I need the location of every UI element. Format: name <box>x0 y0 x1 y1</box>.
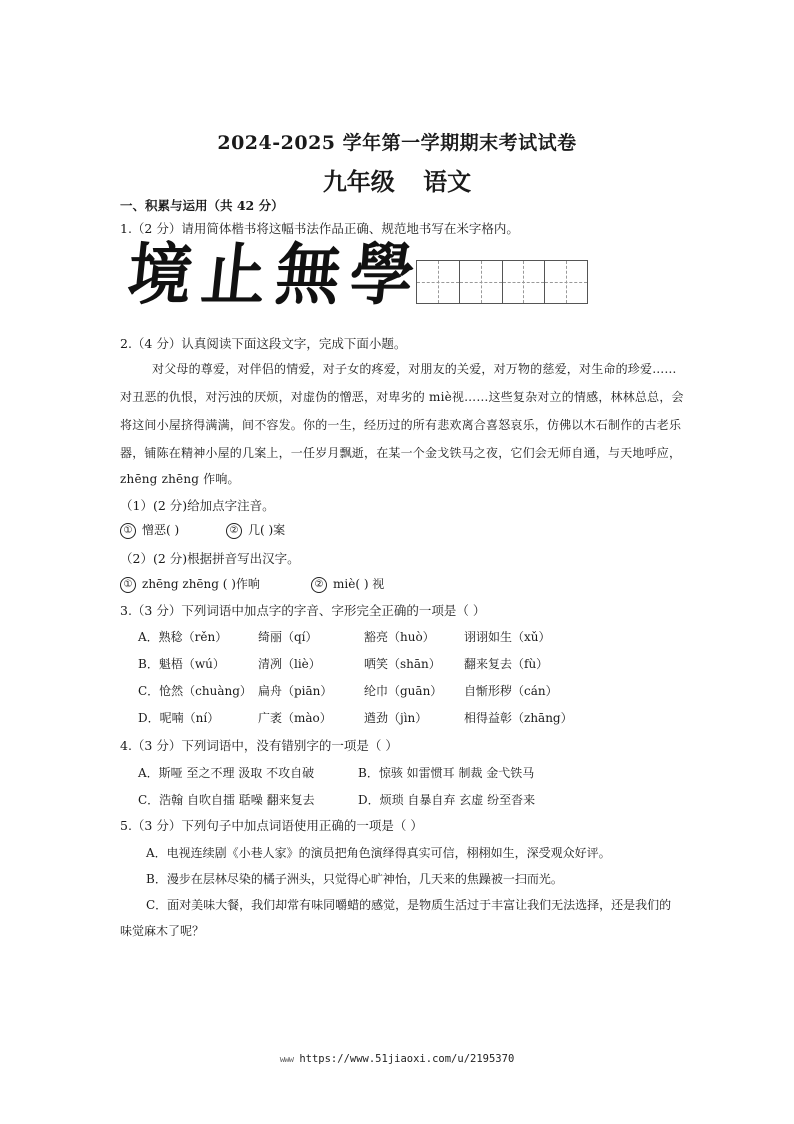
footer-url[interactable]: https://www.51jiaoxi.com/u/2195370 <box>299 1053 515 1065</box>
grid-cell[interactable] <box>503 261 546 303</box>
option-d-w3: 遒劲（jìn） <box>364 711 428 725</box>
question-5-prompt: 5.（3 分）下列句子中加点词语使用正确的一项是（ ） <box>120 818 423 833</box>
circled-number: ② <box>226 523 242 539</box>
option-d-w1: D．呢喃（ní） <box>138 711 220 725</box>
option-a-w3: 豁亮（huò） <box>364 630 435 644</box>
option-b-w2: 清冽（liè） <box>258 657 321 671</box>
item-text: zhēng zhēng ( )作响 <box>142 577 260 591</box>
subject-label: 语文 <box>423 167 472 196</box>
option-b-w3: 哂笑（shān） <box>364 657 441 671</box>
option-d-w4: 相得益彰（zhāng） <box>464 711 573 725</box>
option-b: B．漫步在层林尽染的橘子洲头，只觉得心旷神怡，几天来的焦躁被一扫而光。 <box>146 872 563 886</box>
question-4-prompt: 4.（3 分）下列词语中，没有错别字的一项是（ ） <box>120 738 398 753</box>
calligraphy-char: 境 <box>123 236 197 315</box>
footer-marks: www <box>279 1055 293 1065</box>
grid-cell[interactable] <box>545 261 587 303</box>
option-a: A．斯哑 至之不理 汲取 不攻自破 <box>138 766 315 780</box>
circled-number: ② <box>311 577 327 593</box>
calligraphy-artwork <box>123 236 419 316</box>
option-c: C．面对美味大餐，我们却常有味同嚼蜡的感觉，是物质生活过于丰富让我们无法选择，还是我们的 <box>146 898 672 912</box>
item-text: 几( )案 <box>248 523 286 537</box>
sub2-item-2 <box>311 575 384 593</box>
sub1-item-2 <box>226 521 285 539</box>
passage-line: 对父母的尊爱，对伴侣的情爱，对子女的疼爱，对朋友的关爱，对万物的慈爱，对生命的珍爱…… <box>152 362 677 376</box>
sub-question-1-label: （1）(2 分)给加点字注音。 <box>120 498 275 513</box>
option-b-w4: 翻来复去（fù） <box>464 657 549 671</box>
option-a-w1: A．熟稔（rěn） <box>138 630 228 644</box>
calligraphy-char: 無 <box>271 236 345 315</box>
circled-number: ① <box>120 577 136 593</box>
option-c-w2: 扁舟（piān） <box>258 684 333 698</box>
passage-line: zhēng zhēng 作响。 <box>120 472 240 486</box>
footer-watermark <box>0 1053 794 1065</box>
question-2-prompt: 2.（4 分）认真阅读下面这段文字，完成下面小题。 <box>120 336 407 351</box>
option-a: A．电视连续剧《小巷人家》的演员把角色演绎得真实可信，栩栩如生，深受观众好评。 <box>146 846 611 860</box>
circled-number: ① <box>120 523 136 539</box>
question-3-prompt: 3.（3 分）下列词语中加点字的字音、字形完全正确的一项是（ ） <box>120 603 486 618</box>
sub1-item-1 <box>120 521 179 539</box>
option-c-w4: 自惭形秽（cán） <box>464 684 558 698</box>
section-heading: 一、积累与运用（共 42 分） <box>120 198 284 213</box>
sub-question-2-label: （2）(2 分)根据拼音写出汉字。 <box>120 551 300 566</box>
option-b-w1: B．魁梧（wú） <box>138 657 225 671</box>
sub2-item-1 <box>120 575 260 593</box>
calligraphy-char: 學 <box>345 236 419 315</box>
exam-subtitle <box>0 162 794 197</box>
exam-title: 2024-2025 学年第一学期期末考试试卷 <box>217 132 577 154</box>
item-text: miè( ) 视 <box>333 577 385 591</box>
calligraphy-char: 止 <box>197 236 271 315</box>
option-d-w2: 广袤（mào） <box>258 711 332 725</box>
option-a-w4: 诩诩如生（xǔ） <box>464 630 551 644</box>
option-c: C．浩翰 自吹自擂 聒噪 翻来复去 <box>138 793 315 807</box>
mi-character-grid[interactable] <box>416 260 588 304</box>
option-c-w3: 纶巾（guān） <box>364 684 443 698</box>
option-d: D．烦琐 自暴自弃 玄虚 纷至沓来 <box>358 793 536 807</box>
option-c-w1: C．怆然（chuàng） <box>138 684 252 698</box>
option-b: B．惊骇 如雷惯耳 制裁 金弋铁马 <box>358 766 535 780</box>
question-1-prompt: 1.（2 分）请用简体楷书将这幅书法作品正确、规范地书写在米字格内。 <box>120 221 519 236</box>
grade-label: 九年级 <box>322 167 395 196</box>
grid-cell[interactable] <box>460 261 503 303</box>
passage-line: 器，铺陈在精神小屋的几案上，一任岁月飘逝，在某一个金戈铁马之夜，它们会无师自通，与天地呼应， <box>120 446 682 460</box>
grid-cell[interactable] <box>417 261 460 303</box>
passage-line: 将这间小屋挤得满满，间不容发。你的一生，经历过的所有悲欢离合喜怒哀乐，仿佛以木石制作的古老乐 <box>120 418 682 432</box>
item-text: 憎恶( ) <box>142 523 180 537</box>
option-a-w2: 绮丽（qí） <box>258 630 318 644</box>
option-c-continued: 味觉麻木了呢？ <box>120 924 205 938</box>
passage-line: 对丑恶的仇恨，对污浊的厌烦，对虚伪的憎恶，对卑劣的 miè视……这些复杂对立的情感，林林总总，会 <box>120 390 684 404</box>
